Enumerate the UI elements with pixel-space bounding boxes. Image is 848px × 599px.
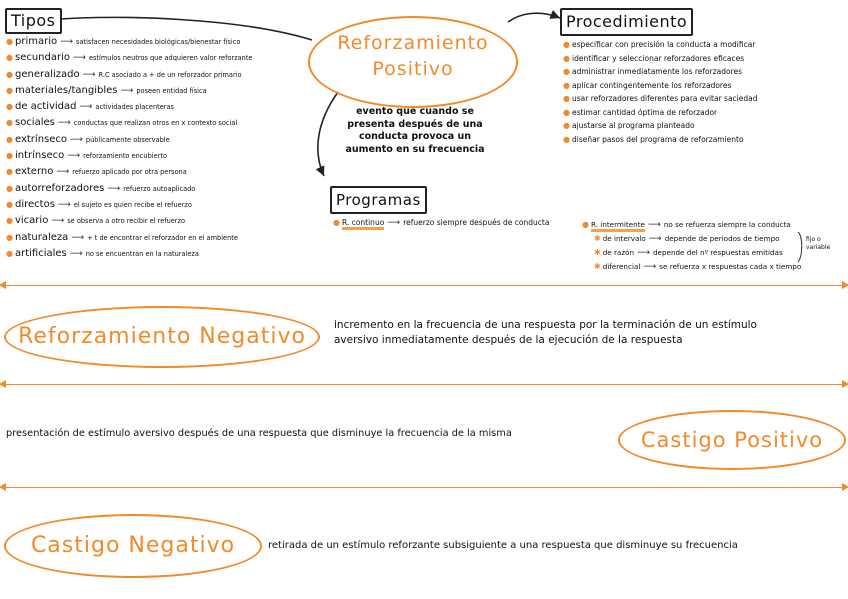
reforzamiento-positivo-line2: Positivo xyxy=(372,58,454,80)
tipos-item xyxy=(6,230,306,246)
tipos-item-term: materiales/tangibles xyxy=(14,84,118,96)
bullet-icon: ● xyxy=(6,69,13,79)
bullet-icon: ● xyxy=(563,80,570,90)
procedimiento-item xyxy=(563,106,848,120)
bullet-icon: ● xyxy=(6,102,13,112)
tipos-item xyxy=(6,164,306,180)
definition-line: evento que cuando se xyxy=(356,106,474,117)
tipos-item xyxy=(6,148,306,164)
bullet-icon: ✱ xyxy=(594,234,601,243)
bullet-icon: ● xyxy=(6,134,13,144)
arrow-icon: ⟶ xyxy=(107,183,121,194)
definition-line: aversivo inmediatamente después de la ejecución de la respuesta xyxy=(334,334,683,346)
bullet-icon: ● xyxy=(6,167,13,177)
bullet-icon: ● xyxy=(563,94,570,103)
castigo-positivo-definition: presentación de estímulo aversivo después de una respuesta que disminuye la frecuencia de la misma xyxy=(6,428,512,439)
procedimiento-item xyxy=(563,119,848,133)
bullet-icon: ● xyxy=(563,107,570,117)
intermitente-subitem xyxy=(594,260,801,274)
tipos-item-term: naturaleza xyxy=(14,231,69,243)
programas-title: Programas xyxy=(330,186,427,214)
arrow-icon: ⟶ xyxy=(120,85,134,96)
intermitente-subitem xyxy=(594,232,801,246)
programa-intermitente-term: R. intermitente xyxy=(591,220,645,232)
programa-intermitente-desc: no se refuerza siempre la conducta xyxy=(663,220,791,229)
procedimiento-item xyxy=(563,92,848,106)
intermitente-subitem-term: de razón xyxy=(602,248,635,257)
intermitente-subitem xyxy=(594,246,801,260)
procedimiento-item xyxy=(563,52,848,66)
tipos-item-desc: el sujeto es quien recibe el refuerzo xyxy=(73,200,192,209)
bullet-icon: ● xyxy=(563,121,570,130)
bullet-icon: ● xyxy=(6,199,13,209)
tipos-item-term: de actividad xyxy=(14,101,77,113)
arrow-icon: ⟶ xyxy=(57,199,71,210)
reforzamiento-positivo-line1: Reforzamiento xyxy=(337,32,489,54)
bullet-icon: ● xyxy=(6,118,13,128)
arrow-to-procedimiento xyxy=(508,13,560,22)
arrow-icon: ⟶ xyxy=(56,167,70,178)
procedimiento-title: Procedimiento xyxy=(560,8,693,36)
tipos-item xyxy=(6,213,306,229)
arrow-icon: ⟶ xyxy=(73,53,86,64)
tipos-title: Tipos xyxy=(5,8,62,34)
intermitente-subitem-term: diferencial xyxy=(602,262,641,271)
tipos-item-term: vicario xyxy=(14,215,49,227)
tipos-item-desc: conductas que realizan otros en x contexto social xyxy=(73,119,238,128)
tipos-item-desc: reforzamiento encubierto xyxy=(83,152,167,161)
intermitente-subitem-desc: se refuerza x respuestas cada x tiempo xyxy=(659,262,802,271)
procedimiento-item-text: administrar inmediatamente los reforzadores xyxy=(571,67,743,76)
fijo-variable-note xyxy=(806,236,846,252)
programa-continuo: ● R. continuo ⟶ refuerzo siempre después de conducta xyxy=(333,218,550,228)
bullet-icon: ✱ xyxy=(594,248,601,257)
procedimiento-item-text: diseñar pasos del programa de reforzamiento xyxy=(571,134,744,144)
arrow-icon: ⟶ xyxy=(637,248,650,258)
procedimiento-item xyxy=(563,38,848,52)
castigo-positivo-ellipse: Castigo Positivo xyxy=(618,410,846,470)
procedimiento-item-text: usar reforzadores diferentes para evitar saciedad xyxy=(571,94,758,103)
divider-1 xyxy=(0,285,848,286)
bullet-icon: ● xyxy=(6,216,13,226)
reforzamiento-positivo-definition xyxy=(330,106,500,156)
programa-continuo-term: R. continuo xyxy=(342,218,384,230)
procedimiento-item-text: ajustarse al programa planteado xyxy=(571,121,695,130)
tipos-item-desc: públicamente observable xyxy=(85,135,170,144)
bullet-icon: ● xyxy=(6,53,13,63)
tipos-item-desc: refuerzo aplicado por otra persona xyxy=(72,168,187,177)
tipos-item-term: primario xyxy=(14,36,58,47)
procedimiento-list xyxy=(563,38,848,146)
arrow-icon: ⟶ xyxy=(71,232,85,243)
programa-continuo-desc: refuerzo siempre después de conducta xyxy=(403,218,550,227)
tipos-list xyxy=(6,34,306,262)
procedimiento-item xyxy=(563,133,848,147)
reforzamiento-positivo-ellipse xyxy=(308,16,518,108)
tipos-item-term: generalizado xyxy=(14,68,80,80)
procedimiento-item-text: estimar cantidad óptima de reforzador xyxy=(571,107,718,117)
arrow-icon: ⟶ xyxy=(69,248,83,259)
tipos-item xyxy=(6,132,306,148)
bullet-icon: ● xyxy=(6,85,13,95)
arrow-icon: ⟶ xyxy=(51,216,65,227)
tipos-item-desc: no se encuentran en la naturaleza xyxy=(85,249,199,258)
bullet-icon: ● xyxy=(6,37,13,46)
tipos-item-desc: poseen entidad física xyxy=(136,86,207,95)
tipos-item-term: artificiales xyxy=(14,247,67,259)
tipos-item-desc: + t de encontrar el reforzador en el ambiente xyxy=(87,233,238,242)
bullet-icon: ● xyxy=(563,67,570,76)
tipos-item-desc: satisfacen necesidades biológicas/bienestar físico xyxy=(76,38,241,46)
bullet-icon: ● xyxy=(6,232,13,242)
tipos-item xyxy=(6,246,306,262)
arrow-icon: ⟶ xyxy=(67,151,81,162)
tipos-item-term: autorreforzadores xyxy=(14,182,105,194)
tipos-item-desc: refuerzo autoaplicado xyxy=(123,184,196,193)
arrow-icon: ⟶ xyxy=(643,262,657,272)
tipos-item xyxy=(6,181,306,197)
reforzamiento-negativo-definition xyxy=(334,318,846,348)
divider-3 xyxy=(0,487,848,488)
tipos-item-term: intrínseco xyxy=(14,150,65,162)
tipos-item-desc: actividades placenteras xyxy=(95,103,174,112)
intermitente-subitem-desc: depende de periodos de tiempo xyxy=(664,234,780,243)
bullet-icon: ● xyxy=(563,40,570,49)
divider-2 xyxy=(0,384,848,385)
definition-line: presenta después de una xyxy=(347,118,483,130)
tipos-item-term: secundario xyxy=(14,52,71,64)
castigo-negativo-ellipse: Castigo Negativo xyxy=(4,514,262,578)
arrow-icon: ⟶ xyxy=(82,69,96,80)
reforzamiento-negativo-ellipse: Reforzamiento Negativo xyxy=(4,306,320,368)
arrow-icon: ⟶ xyxy=(79,102,93,113)
procedimiento-item xyxy=(563,79,848,93)
procedimiento-item-text: especificar con precisión la conducta a modificar xyxy=(571,40,756,49)
bullet-icon: ● xyxy=(563,134,570,144)
arrow-icon: ⟶ xyxy=(60,37,74,47)
tipos-item xyxy=(6,197,306,213)
tipos-item-desc: se observa a otro recibir el refuerzo xyxy=(67,217,186,226)
tipos-item xyxy=(6,99,306,115)
procedimiento-item-text: identificar y seleccionar reforzadores eficaces xyxy=(571,53,745,63)
definition-line: incremento en la frecuencia de una respuesta por la terminación de un estímulo xyxy=(334,319,757,331)
intermitente-subitem-desc: depende del nº respuestas emitidas xyxy=(652,248,783,257)
arrow-icon: ⟶ xyxy=(648,234,662,244)
castigo-negativo-definition: retirada de un estímulo reforzante subsiguiente a una respuesta que disminuye su frecuencia xyxy=(268,540,738,551)
bullet-icon: ● xyxy=(6,183,13,193)
intermitente-subitem-term: de intervalo xyxy=(602,234,646,243)
tipos-item xyxy=(6,83,306,99)
fijo-note: fijo o xyxy=(806,236,821,243)
arrow-icon: ⟶ xyxy=(57,118,71,129)
tipos-item-term: externo xyxy=(14,166,54,178)
procedimiento-item xyxy=(563,65,848,79)
bullet-icon: ✱ xyxy=(594,262,601,271)
bullet-icon: ● xyxy=(563,53,570,63)
tipos-item-desc: R.C asociado a + de un reforzador primario xyxy=(98,70,242,79)
tipos-item-term: extrínseco xyxy=(14,133,68,145)
tipos-item-term: sociales xyxy=(14,117,55,129)
procedimiento-item-text: aplicar contingentemente los reforzadores xyxy=(571,80,732,90)
bullet-icon: ● xyxy=(6,248,13,258)
variable-note: variable xyxy=(806,244,831,251)
tipos-item xyxy=(6,34,306,50)
tipos-item-term: directos xyxy=(14,198,55,210)
definition-line: conducta provoca un xyxy=(359,131,471,142)
bullet-icon: ● xyxy=(6,151,13,161)
programa-intermitente: ● R. intermitente ⟶ no se refuerza siempre la conducta ✱ de intervalo ⟶ depende de periodos de tiempo ✱ de razón ⟶ depende del nº respuestas emitidas ✱ diferencial ⟶ se refuerza x respuestas cada x tiempo xyxy=(582,220,802,272)
tipos-item xyxy=(6,50,306,66)
tipos-item xyxy=(6,115,306,131)
definition-line: aumento en su frecuencia xyxy=(345,143,485,155)
tipos-item-desc: estímulos neutros que adquieren valor reforzante xyxy=(88,54,253,63)
arrow-icon: ⟶ xyxy=(70,134,83,145)
tipos-item xyxy=(6,67,306,83)
